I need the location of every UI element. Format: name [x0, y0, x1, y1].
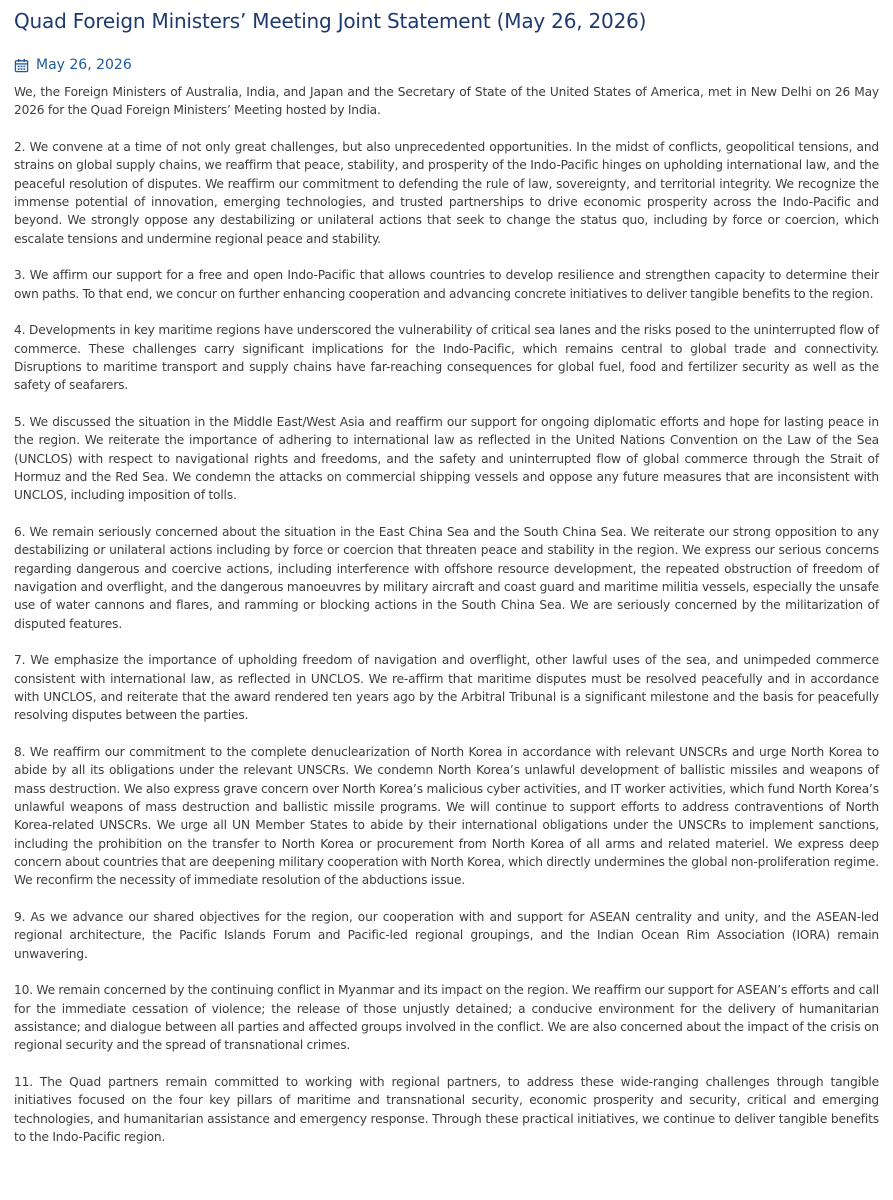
paragraph-3: 3. We affirm our support for a free and open Indo-Pacific that allows countries to develop resilience and strengthen capacity to determine their own paths. To that end, we concur on further enhancing cooperation and advancing concrete initiatives to deliver tangible benefits to the region. [14, 268, 879, 301]
paragraph-11: 11. The Quad partners remain committed to working with regional partners, to address these wide-ranging challenges through tangible initiatives focused on the four key pillars of maritime and transnational security, economic prosperity and security, critical and emerging technologies, and humanitarian assistance and emergency response. Through these practical initiatives, we continue to deliver tangible benefits to the Indo-Pacific region. [14, 1075, 879, 1145]
paragraph-5: 5. We discussed the situation in the Middle East/West Asia and reaffirm our support for ongoing diplomatic efforts and hope for lasting peace in the region. We reiterate the importance of adhering to international law as reflected in the United Nations Convention on the Law of the Sea (UNCLOS) with respect to navigational rights and freedoms, and the safety and uninterrupted flow of global commerce through the Strait of Hormuz and the Red Sea. We condemn the attacks on commercial shipping vessels and oppose any future measures that are inconsistent with UNCLOS, including imposition of tolls. [14, 415, 879, 503]
paragraph-7: 7. We emphasize the importance of upholding freedom of navigation and overflight, other lawful uses of the sea, and unimpeded commerce consistent with international law, as reflected in UNCLOS. We re-affirm that maritime disputes must be resolved peacefully and in accordance with UNCLOS, and reiterate that the award rendered ten years ago by the Arbitral Tribunal is a significant milestone and the basis for peacefully resolving disputes between the parties. [14, 653, 879, 723]
paragraph-4: 4. Developments in key maritime regions have underscored the vulnerability of critical sea lanes and the risks posed to the uninterrupted flow of commerce. These challenges carry significant implications for the Indo-Pacific, which remains central to global trade and connectivity. Disruptions to maritime transport and supply chains have far-reaching consequences for global fuel, food and fertilizer security as well as the safety of seafarers. [14, 323, 879, 393]
statement-body [14, 83, 879, 1146]
paragraph-10: 10. We remain concerned by the continuing conflict in Myanmar and its impact on the region. We reaffirm our support for ASEAN’s efforts and call for the immediate cessation of violence; the release of those unjustly detained; a conducive environment for the delivery of humanitarian assistance; and dialogue between all parties and affected groups involved in the conflict. We are also concerned about the impact of the crisis on regional security and the spread of transnational crimes. [14, 983, 879, 1053]
publish-date-text: May 26, 2026 [36, 57, 132, 73]
paragraph-intro: We, the Foreign Ministers of Australia, India, and Japan and the Secretary of State of the United States of America, met in New Delhi on 26 May 2026 for the Quad Foreign Ministers’ Meeting hosted by India. [14, 85, 879, 118]
page-title: Quad Foreign Ministers’ Meeting Joint Statement (May 26, 2026) [14, 9, 647, 33]
publish-date [14, 54, 879, 76]
paragraph-9: 9. As we advance our shared objectives for the region, our cooperation with and support for ASEAN centrality and unity, and the ASEAN-led regional architecture, the Pacific Islands Forum and Pacific-led regional groupings, and the Indian Ocean Rim Association (IORA) remain unwavering. [14, 910, 879, 961]
paragraph-6: 6. We remain seriously concerned about the situation in the East China Sea and the South China Sea. We reiterate our strong opposition to any destabilizing or unilateral actions including by force or coercion that threaten peace and stability in the region. We express our serious concerns regarding dangerous and coercive actions, including interference with offshore resource development, the repeated obstruction of freedom of navigation and overflight, and the dangerous manoeuvres by military aircraft and coast guard and maritime militia vessels, especially the unsafe use of water cannons and flares, and ramming or blocking actions in the South China Sea. We are seriously concerned by the militarization of disputed features. [14, 525, 879, 631]
paragraph-2: 2. We convene at a time of not only great challenges, but also unprecedented opportunities. In the midst of conflicts, geopolitical tensions, and strains on global supply chains, we reaffirm that peace, stability, and prosperity of the Indo-Pacific hinges on upholding international law, and the peaceful resolution of disputes. We reaffirm our commitment to defending the rule of law, sovereignty, and territorial integrity. We recognize the immense potential of innovation, emerging technologies, and trusted partnerships to drive economic prosperity across the Indo-Pacific and beyond. We strongly oppose any destabilizing or unilateral actions that seek to change the status quo, including by force or coercion, which escalate tensions and undermine regional peace and stability. [14, 139, 879, 246]
paragraph-8: 8. We reaffirm our commitment to the complete denuclearization of North Korea in accordance with relevant UNSCRs and urge North Korea to abide by all its obligations under the relevant UNSCRs. We condemn North Korea’s unlawful development of ballistic missiles and weapons of mass destruction. We also express grave concern over North Korea’s malicious cyber activities, and IT worker activities, which fund North Korea’s unlawful weapons of mass destruction and ballistic missile programs. We will continue to support efforts to address contraventions of North Korea-related UNSCRs. We urge all UN Member States to abide by their international obligations under the UNSCRs to implement sanctions, including the prohibition on the transfer to North Korea or procurement from North Korea of all arms and related materiel. We express deep concern about countries that are deepening military cooperation with North Korea, which directly undermines the global non-proliferation regime. We reconfirm the necessity of immediate resolution of the abductions issue. [14, 745, 879, 888]
calendar-icon [14, 58, 29, 73]
